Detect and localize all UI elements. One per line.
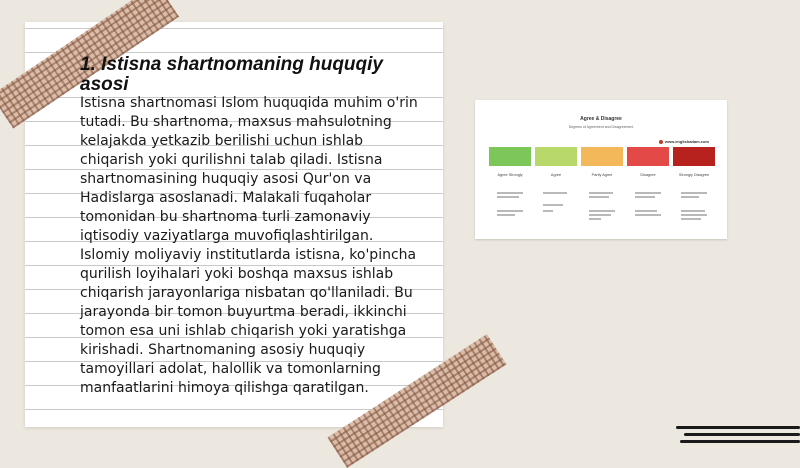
phrase-line	[543, 192, 567, 194]
phrase-line	[681, 192, 707, 194]
phrase-line	[497, 214, 515, 216]
image-subtitle: Degrees of Agreement and Disagreement	[568, 125, 634, 129]
phrase-line	[589, 196, 609, 198]
swatch-strongly-disagree	[673, 147, 715, 166]
phrase-line	[589, 210, 615, 212]
phrase-line	[543, 210, 553, 212]
swatch-agree-strongly	[489, 147, 531, 166]
phrase-line	[497, 192, 523, 194]
phrase-line	[635, 210, 657, 212]
image-title: Agree & Disagree	[580, 116, 622, 122]
phrase-line	[497, 196, 519, 198]
phrase-line	[681, 196, 699, 198]
phrase-line	[543, 204, 563, 206]
swatch-disagree	[627, 147, 669, 166]
label-agree-strongly: Agree Strongly	[497, 173, 523, 177]
swatch-agree	[535, 147, 577, 166]
slide-body-text: Istisna shartnomasi Islom huquqida muhim o'rin tutadi. Bu shartnoma, maxsus mahsulotning kelajakda yetkazib berilishi uchun ishlab chiqarish yoki qurilishni talab qiladi. Istisna shartnomasining huquqiy asosi Qur'on va Hadislarga asoslanadi. Malakali fuqaholar tomonidan bu shartnoma turli zamonaviy iqtisodiy vaziyatlarga muvofiqlashtirilgan. Islomiy moliyaviy institutlarda istisna, ko'pincha qurilish loyihalari yoki boshqa maxsus ishlab chiqarish jarayonlariga nisbatan qo'llaniladi. Bu jarayonda bir tomon buyurtma beradi, ikkinchi tomon esa uni ishlab chiqarish yoki yaratishga kirishadi. Shartnomaning asosiy huquqiy tamoyillari adolat, halollik va tomonlarning manfaatlarini himoya qilishga qaratilgan.	[80, 95, 418, 396]
phrase-line	[681, 214, 707, 216]
phrase-line	[681, 218, 701, 220]
phrase-line	[681, 210, 705, 212]
decorative-line	[684, 433, 800, 436]
label-disagree: Disagree	[640, 173, 656, 177]
agree-disagree-image	[475, 100, 727, 239]
phrase-line	[589, 218, 601, 220]
phrase-line	[589, 214, 611, 216]
phrase-line	[589, 192, 613, 194]
swatch-partly-agree	[581, 147, 623, 166]
image-site: www.englishadam.com	[659, 139, 709, 144]
label-strongly-disagree: Strongly Disagree	[678, 173, 710, 177]
phrase-line	[635, 214, 661, 216]
label-agree: Agree	[550, 173, 562, 177]
decorative-line	[680, 440, 800, 443]
slide-title: 1. Istisna shartnomaning huquqiy asosi	[80, 54, 383, 95]
decorative-line	[676, 426, 800, 429]
phrase-line	[635, 192, 661, 194]
phrase-line	[497, 210, 523, 212]
phrase-line	[635, 196, 655, 198]
label-partly-agree: Partly Agree	[591, 173, 613, 177]
